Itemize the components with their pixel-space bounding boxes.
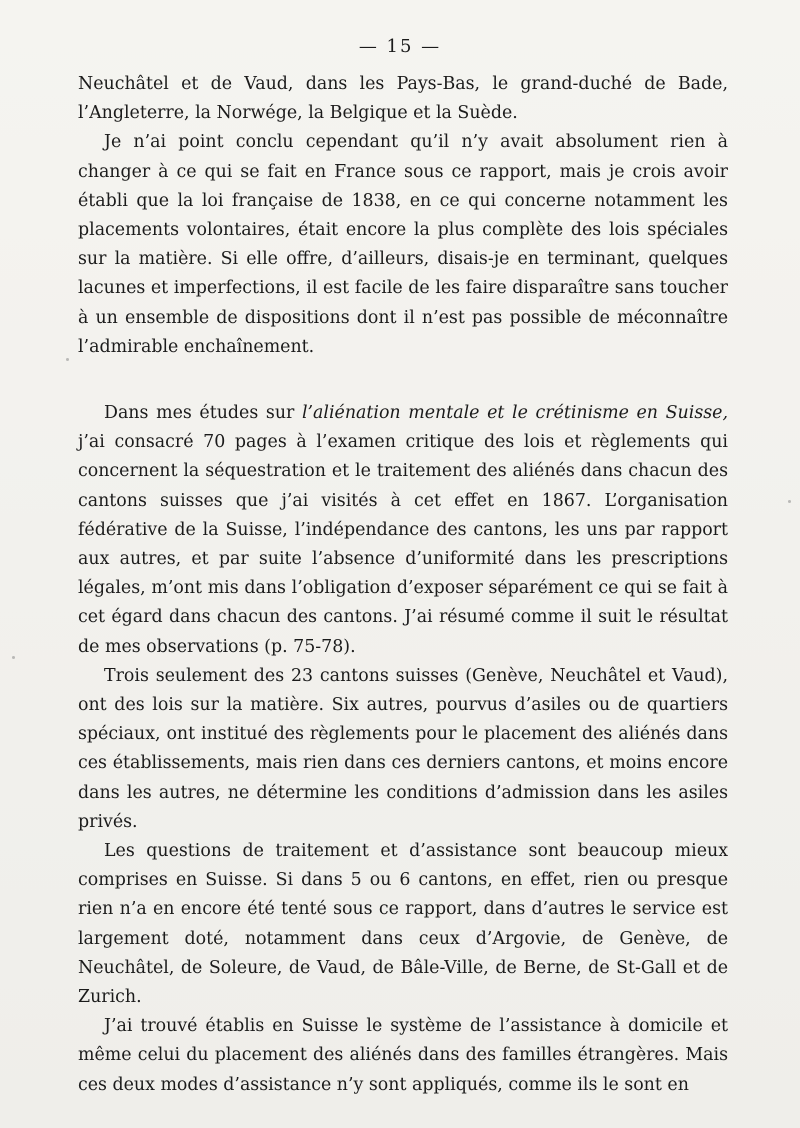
page-number: — 15 —	[358, 36, 442, 57]
print-speck	[66, 358, 69, 361]
paragraph-cantons: Trois seulement des 23 cantons suisses (Genève, Neuchâtel et Vaud), ont des lois sur la matière. Six autres, pourvus d’asiles ou de quartiers spéciaux, ont institué des règlements pour le placement des aliénés dans ces établissements, mais rien dans ces derniers cantons, et moins encore dans les autres, ne détermine les conditions d’admission dans les asiles privés.	[78, 665, 728, 832]
text-block-1	[78, 70, 728, 362]
paragraph-studies	[78, 399, 728, 662]
print-speck	[12, 656, 15, 659]
paragraph-home-care: J’ai trouvé établis en Suisse le système de l’assistance à domicile et même celui du placement des aliénés dans des familles étrangères. Mais ces deux modes d’assistance n’y sont appliqués, comme ils le sont en	[78, 1016, 728, 1095]
paragraph-conclusion: Je n’ai point conclu cependant qu’il n’y avait absolument rien à changer à ce qui se fait en France sous ce rapport, mais je crois avoir établi que la loi française de 1838, en ce qui concerne notamment les placements volontaires, était encore la plus complète des lois spéciales sur la matière. Si elle offre, d’ailleurs, disais-je en terminant, quelques lacunes et imperfections, il est facile de les faire disparaître sans toucher à un ensemble de dispositions dont il n’est pas possible de méconnaître l’admirable enchaînement.	[78, 132, 728, 357]
paragraph-studies-start: Dans mes études sur	[104, 403, 302, 423]
paragraph-continuation: Neuchâtel et de Vaud, dans les Pays-Bas, le grand-duché de Bade, l’Angleterre, la Norwége, la Belgique et la Suède.	[78, 74, 728, 124]
paragraph-assistance: Les questions de traitement et d’assistance sont beaucoup mieux comprises en Suisse. Si dans 5 ou 6 cantons, en effet, rien ou presque rien n’a en encore été tenté sous ce rapport, dans d’autres le service est largement doté, notamment dans ceux d’Argovie, de Genève, de Neuchâtel, de Soleure, de Vaud, de Bâle-Ville, de Berne, de St-Gall et de Zurich.	[78, 841, 728, 1008]
book-title: l’aliénation mentale et le crétinisme en Suisse,	[301, 403, 728, 423]
print-speck	[788, 500, 791, 503]
text-block-2	[78, 399, 728, 1100]
paragraph-studies-end: j’ai consacré 70 pages à l’examen critique des lois et règlements qui concernent la séquestration et le traitement des aliénés dans chacun des cantons suisses que j’ai visités à cet effet en 1867. L’organisation fédérative de la Suisse, l’indépendance des cantons, les uns par rapport aux autres, et par suite l’absence d’uniformité dans les prescriptions légales, m’ont mis dans l’obligation d’exposer séparément ce qui se fait à cet égard dans chacun des cantons. J’ai résumé comme il suit le résultat de mes observations (p. 75-78).	[78, 432, 728, 657]
